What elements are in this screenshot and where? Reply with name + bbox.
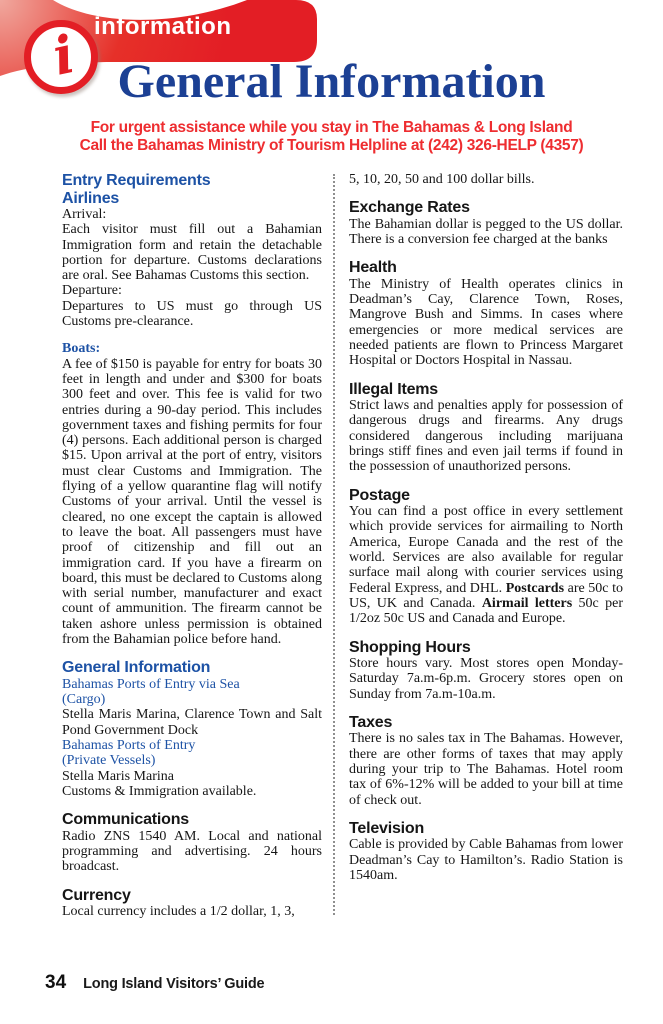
paragraph: The Ministry of Health operates clinics in Deadman’s Cay, Clarence Town, Roses, Mangrove Bush and Simms. In cases where emergencies or more medical services are needed patients are flown to Princess Margaret Hospital or Doctors Hospital in Nassau. — [349, 276, 623, 369]
section-gap — [62, 799, 322, 811]
banner-label: information — [94, 13, 232, 40]
text-line: Customs & Immigration available. — [62, 783, 257, 799]
section-heading: Communications — [62, 811, 189, 829]
paragraph: Strict laws and penalties apply for possession of dangerous drugs and firearms. Any drugs considered dangerous including marijuana brings stiff fines and even jail terms if found in the possession of unauthorized persons. — [349, 398, 623, 475]
section-gap — [62, 875, 322, 887]
section-subheading: (Private Vessels) — [62, 753, 156, 769]
page-number: 34 — [45, 972, 67, 993]
section-gap — [62, 647, 322, 659]
section-subheading: Bahamas Ports of Entry — [62, 738, 196, 753]
paragraph: Cable is provided by Cable Bahamas from lower Deadman’s Cay to Hamilton’s. Radio Station is 1540am. — [349, 837, 623, 883]
section-heading: General Information — [62, 659, 211, 677]
column-divider — [333, 174, 335, 915]
section-gap — [62, 329, 322, 341]
helpline-line-2: Call the Bahamas Ministry of Tourism Helpline at (242) 326-HELP (4357) — [79, 137, 584, 154]
paragraph: Store hours vary. Most stores open Monday-Saturday 7a.m-6p.m. Grocery stores open on Sunday from 7a.m-10a.m. — [349, 656, 623, 702]
section-gap — [349, 187, 623, 199]
section-heading: Exchange Rates — [349, 199, 470, 217]
section-gap — [349, 247, 623, 259]
paragraph: Each visitor must fill out a Bahamian Immigration form and retain the detachable portion for departure. Customs declarations are oral. See Bahamas Customs this section. — [62, 222, 322, 284]
page-title: General Information — [117, 55, 546, 108]
section-gap — [349, 369, 623, 381]
section-subheading: (Cargo) — [62, 692, 106, 708]
left-column — [62, 172, 322, 919]
paragraph: A fee of $150 is payable for entry for boats 30 feet in length and under and $300 for boats 300 feet and over. This fee is valid for two entries during a 90-day period. This includes government taxes and fishing permits for four (4) persons. Each additional person is charged $15. Upon arrival at the port of entry, visitors must clear Customs and Immigration. The flying of a yellow quarantine flag will notify Customs of your arrival. Until the vessel is cleared, no one except the captain is allowed to leave the boat. All passengers must have proof of citizenship and fill out an immigration card. If you have a firearm on board, this must be declared to Customs along with serial number, manufacturer and exact count of ammunition. The firearm cannot be taken ashore unless permission is obtained from the Bahamian police before hand. — [62, 356, 322, 648]
paragraph: Stella Maris Marina, Clarence Town and Salt Pond Government Dock — [62, 707, 322, 738]
section-heading: Shopping Hours — [349, 638, 471, 656]
section-heading: Illegal Items — [349, 380, 438, 398]
info-icon: i — [47, 23, 80, 88]
guide-title: Long Island Visitors’ Guide — [83, 976, 265, 992]
section-heading: Television — [349, 819, 425, 837]
section-heading: Health — [349, 259, 397, 277]
section-gap — [349, 808, 623, 820]
section-subheading: Boats: — [62, 341, 101, 357]
section-gap — [349, 702, 623, 714]
right-column — [349, 172, 623, 919]
paragraph: You can find a post office in every settlement which provide services for airmailing to North America, Europe Canada and the rest of the world. Services are also available for regular surface mail along with courier services using Federal Express, and DHL. Postcards are 50c to US, UK and Canada. Airmail letters 50c per 1/2oz 50c US and Canada and Europe. — [349, 504, 623, 627]
content-columns — [62, 172, 634, 919]
paragraph: The Bahamian dollar is pegged to the US dollar. There is a conversion fee charged at the banks — [349, 216, 623, 248]
section-heading: Airlines — [62, 189, 120, 207]
section-heading: Currency — [62, 886, 131, 904]
text-line: Departure: — [62, 283, 122, 299]
paragraph: There is no sales tax in The Bahamas. However, there are other forms of taxes that may apply during your trip to The Bahamas. Hotel room tax of 6%-12% will be added to your bill at time of check out. — [349, 731, 623, 808]
paragraph: Radio ZNS 1540 AM. Local and national programming and advertising. 24 hours broadcast. — [62, 828, 322, 875]
paragraph: Departures to US must go through US Customs pre-clearance. — [62, 298, 322, 330]
text-line: Local currency includes a 1/2 dollar, 1, 3, — [62, 904, 295, 920]
section-gap — [349, 475, 623, 487]
section-gap — [349, 627, 623, 639]
text-line: 5, 10, 20, 50 and 100 dollar bills. — [349, 172, 535, 187]
helpline-line-1: For urgent assistance while you stay in The Bahamas & Long Island — [90, 119, 573, 136]
section-subheading: Bahamas Ports of Entry via Sea — [62, 676, 240, 692]
text-line: Arrival: — [62, 207, 107, 222]
text-line: Stella Maris Marina — [62, 768, 174, 784]
section-heading: Postage — [349, 486, 410, 504]
helpline-text — [0, 119, 663, 155]
section-heading: Entry Requirements — [62, 172, 211, 189]
section-heading: Taxes — [349, 713, 393, 731]
page-footer — [45, 972, 264, 994]
